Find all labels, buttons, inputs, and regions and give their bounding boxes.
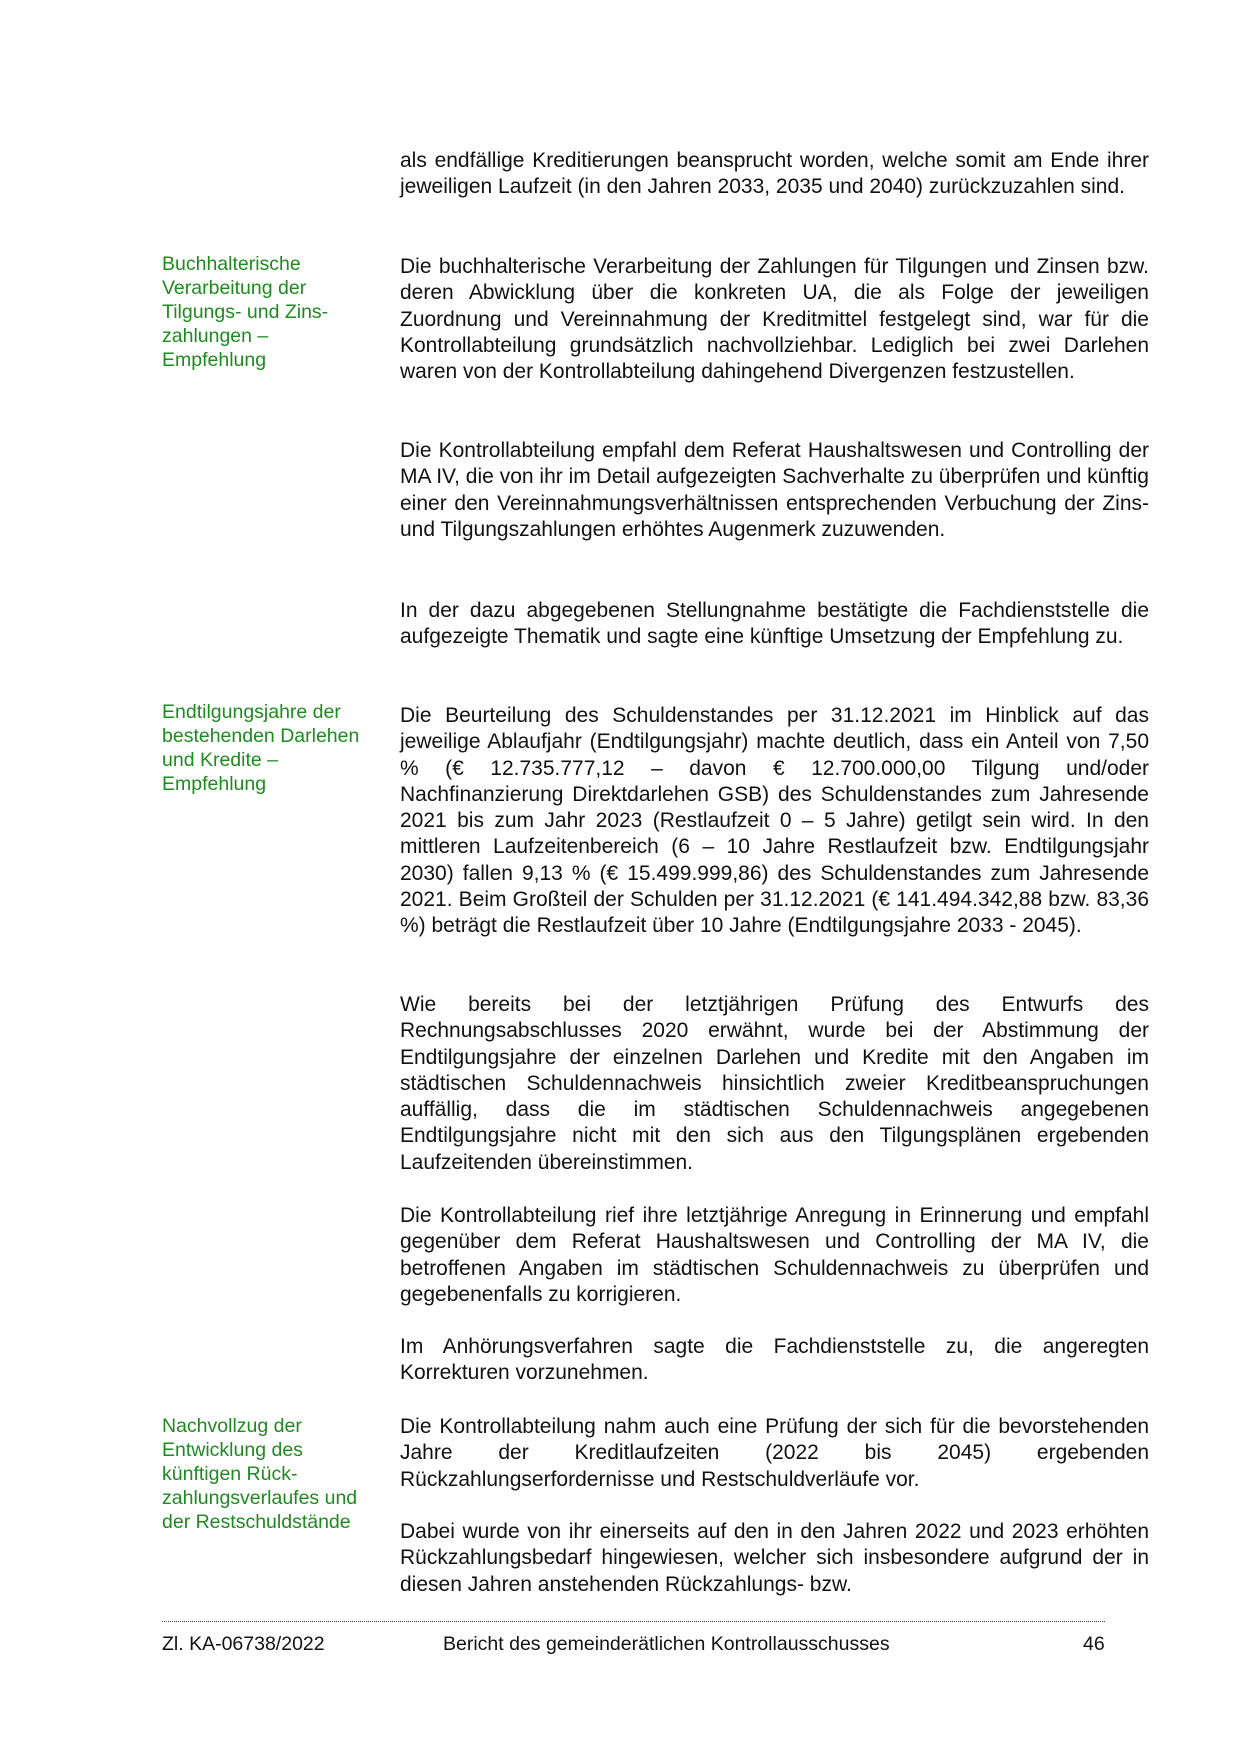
paragraph-2: Die buchhalterische Verarbeitung der Zahlungen für Tilgungen und Zinsen bzw. deren Abwicklung über die konkreten UA, die als Folge der jeweiligen Zuordnung und Vereinnahmung der Kreditmittel festgelegt sind, war für die Kontrollabteilung grundsätzlich nachvollziehbar. Lediglich bei zwei Darlehen waren von der Kontrollabteilung dahingehend Divergenzen festzustellen. bbox=[400, 255, 1149, 384]
margin-note-endtilgungsjahre: Endtilgungsjahre der bestehenden Darlehen und Kredite – Empfehlung bbox=[162, 701, 360, 795]
paragraph-1: als endfällige Kreditierungen beansprucht worden, welche somit am Ende ihrer jeweiligen Laufzeit (in den Jahren 2033, 2035 und 2040) zurückzuzahlen sind. bbox=[400, 149, 1149, 199]
footer-reference: Zl. KA-06738/2022 bbox=[162, 1633, 325, 1655]
footer-divider bbox=[162, 1621, 1105, 1622]
footer-title: Bericht des gemeinderätlichen Kontrollausschusses bbox=[443, 1633, 890, 1655]
paragraph-5: Die Beurteilung des Schuldenstandes per 31.12.2021 im Hinblick auf das jeweilige Ablaufjahr (Endtilgungsjahr) machte deutlich, dass ein Anteil von 7,50 % (€ 12.735.777,12 – davon € 12.700.000,00 Tilgung und/oder Nachfinanzierung Direktdarlehen GSB) des Schuldenstandes zum Jahresende 2021 bis zum Jahr 2023 (Restlaufzeit 0 – 5 Jahre) getilgt sein wird. In den mittleren Laufzeitenbereich (6 – 10 Jahre Restlaufzeit bzw. Endtilgungsjahr 2030) fallen 9,13 % (€ 15.499.999,86) des Schuldenstandes zum Jahresende 2021. Beim Großteil der Schulden per 31.12.2021 (€ 141.494.342,88 bzw. 83,36 %) beträgt die Restlaufzeit über 10 Jahre (Endtilgungsjahre 2033 - 2045). bbox=[400, 704, 1149, 938]
margin-note-buchhalterische-verarbeitung: Buchhalterische Verarbeitung der Tilgungs- und Zins-zahlungen – Empfehlung bbox=[162, 253, 329, 371]
paragraph-7: Die Kontrollabteilung rief ihre letztjährige Anregung in Erinnerung und empfahl gegenüber dem Referat Haushaltswesen und Controlling der MA IV, die betroffenen Angaben im städtischen Schuldennachweis zu überprüfen und gegebenenfalls zu korrigieren. bbox=[400, 1204, 1149, 1306]
paragraph-3: Die Kontrollabteilung empfahl dem Referat Haushaltswesen und Controlling der MA IV, die von ihr im Detail aufgezeigten Sachverhalte zu überprüfen und künftig einer den Vereinnahmungsverhältnissen entsprechenden Verbuchung der Zins- und Tilgungszahlungen erhöhtes Augenmerk zuzuwenden. bbox=[400, 439, 1149, 541]
paragraph-10: Dabei wurde von ihr einerseits auf den in den Jahren 2022 und 2023 erhöhten Rückzahlungsbedarf hingewiesen, welcher sich insbesondere aufgrund der in diesen Jahren anstehenden Rückzahlungs- bzw. bbox=[400, 1520, 1149, 1596]
paragraph-6: Wie bereits bei der letztjährigen Prüfung des Entwurfs des Rechnungsabschlusses 2020 erwähnt, wurde bei der Abstimmung der Endtilgungsjahre der einzelnen Darlehen und Kredite mit den Angaben im städtischen Schuldennachweis hinsichtlich zweier Kreditbeanspruchungen auffällig, dass die im städtischen Schuldennachweis angegebenen Endtilgungsjahre nicht mit den sich aus den Tilgungsplänen ergebenden Laufzeitenden übereinstimmen. bbox=[400, 993, 1149, 1174]
margin-note-rueckzahlungsverlauf: Nachvollzug der Entwicklung des künftigen Rück-zahlungsverlaufes und der Restschuldstände bbox=[162, 1415, 358, 1533]
page-number: 46 bbox=[1083, 1633, 1105, 1655]
paragraph-4: In der dazu abgegebenen Stellungnahme bestätigte die Fachdienststelle die aufgezeigte Thematik und sagte eine künftige Umsetzung der Empfehlung zu. bbox=[400, 599, 1149, 649]
paragraph-8: Im Anhörungsverfahren sagte die Fachdienststelle zu, die angeregten Korrekturen vorzunehmen. bbox=[400, 1335, 1149, 1385]
paragraph-9: Die Kontrollabteilung nahm auch eine Prüfung der sich für die bevorstehenden Jahre der Kreditlaufzeiten (2022 bis 2045) ergebenden Rückzahlungserfordernisse und Restschuldverläufe vor. bbox=[400, 1415, 1149, 1491]
